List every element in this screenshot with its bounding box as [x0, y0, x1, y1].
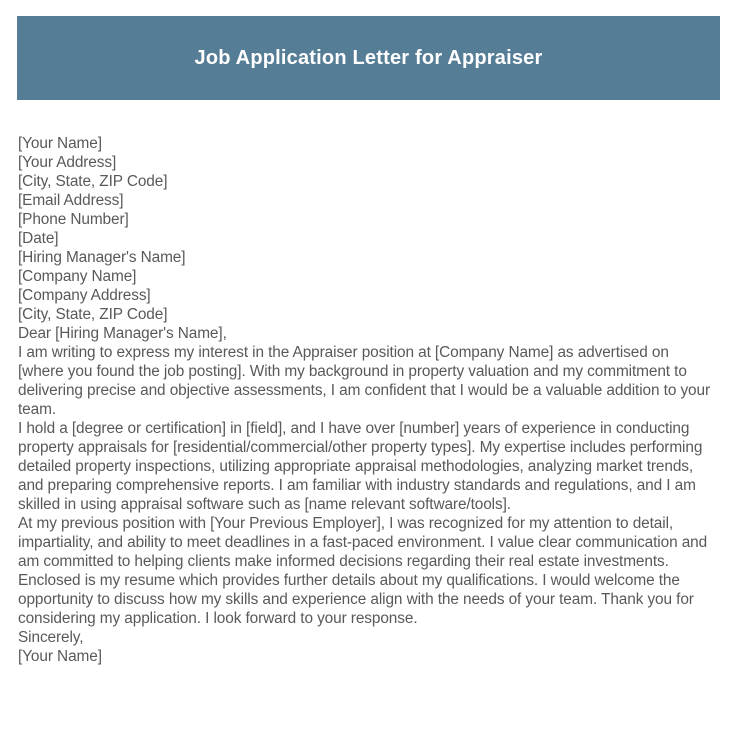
letter-paragraph-intro: I am writing to express my interest in the Appraiser position at [Company Name] as advertised on [where you found the job posting]. With my background in property valuation and my commitment to delivering precise and objective assessments, I am confident that I would be a valuable addition to your team.	[18, 344, 710, 418]
title-banner	[17, 16, 720, 100]
sender-address-line: [Your Address]	[18, 154, 117, 171]
signature-line: [Your Name]	[18, 648, 102, 665]
sender-city-line: [City, State, ZIP Code]	[18, 173, 168, 190]
company-city-line: [City, State, ZIP Code]	[18, 306, 168, 323]
sender-email-line: [Email Address]	[18, 192, 124, 209]
sender-name-line: [Your Name]	[18, 135, 102, 152]
salutation-line: Dear [Hiring Manager's Name],	[18, 325, 227, 342]
sender-phone-line: [Phone Number]	[18, 211, 129, 228]
page-title: Job Application Letter for Appraiser	[194, 46, 543, 69]
date-line: [Date]	[18, 230, 59, 247]
letter-paragraph-qualifications: I hold a [degree or certification] in [field], and I have over [number] years of experience in conducting property appraisals for [residential/commercial/other property types]. My expertise includes performing detailed property inspections, utilizing appropriate appraisal methodologies, analyzing market trends, and preparing comprehensive reports. I am familiar with industry standards and regulations, and I am skilled in using appraisal software such as [name relevant software/tools].	[18, 420, 703, 513]
document-page	[0, 16, 740, 740]
recipient-name-line: [Hiring Manager's Name]	[18, 249, 186, 266]
letter-body	[18, 134, 718, 666]
company-name-line: [Company Name]	[18, 268, 137, 285]
letter-paragraph-closing: Enclosed is my resume which provides further details about my qualifications. I would welcome the opportunity to discuss how my skills and experience align with the needs of your team. Thank you for considering my application. I look forward to your response.	[18, 572, 694, 627]
company-address-line: [Company Address]	[18, 287, 151, 304]
letter-paragraph-experience: At my previous position with [Your Previous Employer], I was recognized for my attention to detail, impartiality, and ability to meet deadlines in a fast-paced environment. I value clear communication and am committed to helping clients make informed decisions regarding their real estate investments.	[18, 515, 708, 570]
closing-line: Sincerely,	[18, 629, 84, 646]
